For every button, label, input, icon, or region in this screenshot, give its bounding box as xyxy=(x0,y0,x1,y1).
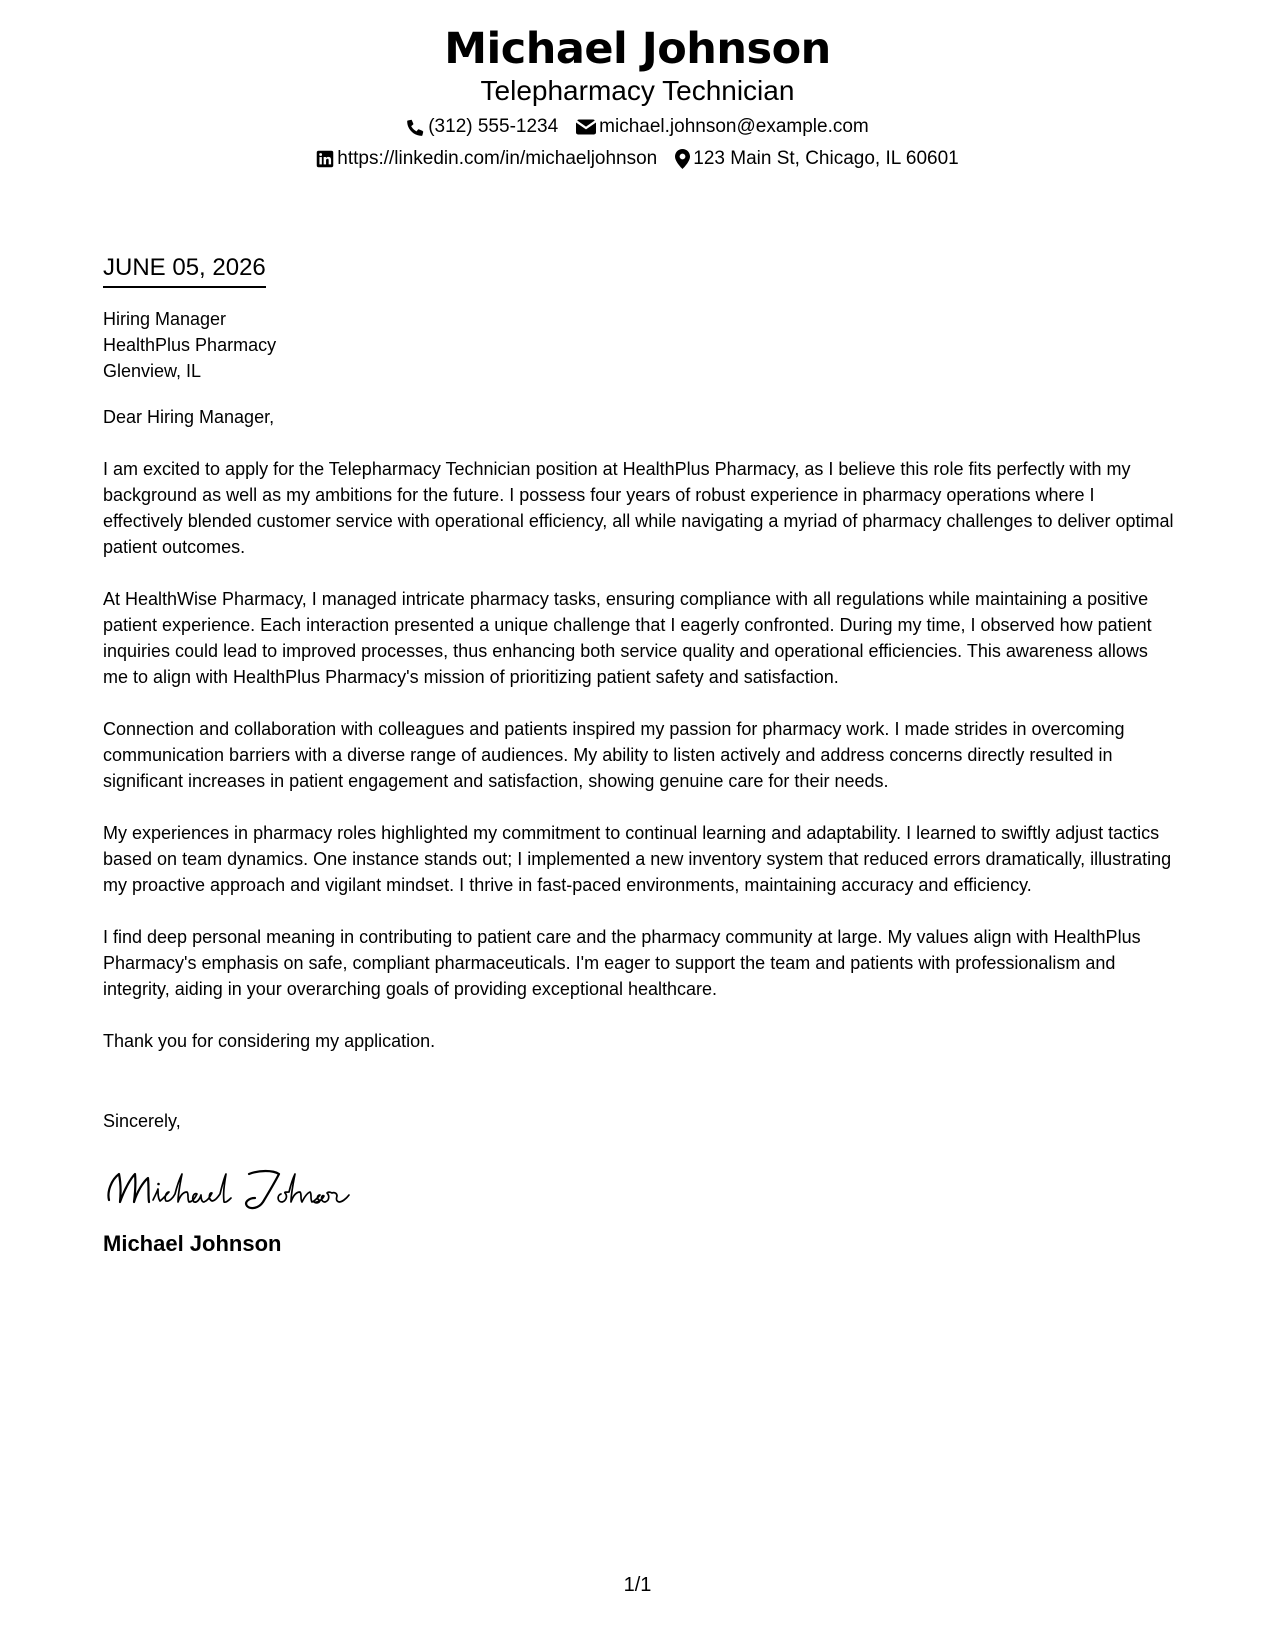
paragraph-3: Connection and collaboration with colleagues and patients inspired my passion for pharmacy work. I made strides in overcoming communication barriers with a diverse range of audiences. My ability to listen actively and address concerns directly resulted in significant increases in patient engagement and satisfaction, showing genuine care for their needs. xyxy=(103,719,1125,791)
recipient-title: Hiring Manager xyxy=(103,309,227,329)
recipient-location: Glenview, IL xyxy=(103,361,202,381)
letterhead xyxy=(0,22,1275,172)
linkedin-contact xyxy=(316,146,657,172)
street-address: 123 Main St, Chicago, IL 60601 xyxy=(693,148,959,169)
paragraph-4: My experiences in pharmacy roles highlighted my commitment to continual learning and adaptability. I learned to swiftly adjust tactics based on team dynamics. One instance stands out; I implemented a new inventory system that reduced errors dramatically, illustrating my proactive approach and vigilant mindset. I thrive in fast-paced environments, maintaining accuracy and efficiency. xyxy=(103,823,1172,895)
paragraph-1: I am excited to apply for the Telepharmacy Technician position at HealthPlus Pharmacy, as I believe this role fits perfectly with my background as well as my ambitions for the future. I possess four years of robust experience in pharmacy operations where I effectively blended customer service with operational efficiency, all while navigating a myriad of pharmacy challenges to deliver optimal patient outcomes. xyxy=(103,459,1174,557)
recipient-company: HealthPlus Pharmacy xyxy=(103,335,277,355)
linkedin-icon xyxy=(316,150,334,168)
job-title: Telepharmacy Technician xyxy=(480,75,795,106)
envelope-icon xyxy=(576,119,596,135)
paragraph-5: I find deep personal meaning in contributing to patient care and the pharmacy community at large. My values align with HealthPlus Pharmacy's emphasis on safe, compliant pharmaceuticals. I'm eager to support the team and patients with professionalism and integrity, aiding in your overarching goals of providing exceptional healthcare. xyxy=(103,927,1141,999)
paragraph-2: At HealthWise Pharmacy, I managed intricate pharmacy tasks, ensuring compliance with all regulations while maintaining a positive patient experience. Each interaction presented a unique challenge that I eagerly confronted. During my time, I observed how patient inquiries could lead to improved processes, thus enhancing both service quality and operational efficiencies. This awareness allows me to align with HealthPlus Pharmacy's mission of prioritizing patient safety and satisfaction. xyxy=(103,589,1152,687)
address-contact xyxy=(675,146,958,172)
thank-you-line: Thank you for considering my application. xyxy=(103,1031,436,1051)
letter-body xyxy=(103,252,1175,1258)
map-marker-icon xyxy=(675,149,690,169)
applicant-name: Michael Johnson xyxy=(444,24,831,74)
email-contact xyxy=(576,114,869,140)
contact-row-primary xyxy=(0,114,1275,140)
phone-icon xyxy=(406,118,425,137)
phone-number: (312) 555-1234 xyxy=(428,116,559,137)
contact-row-secondary xyxy=(0,146,1275,172)
phone-contact xyxy=(406,114,558,140)
letter-date: JUNE 05, 2026 xyxy=(103,252,266,288)
linkedin-url[interactable]: https://linkedin.com/in/michaeljohnson xyxy=(337,148,658,169)
salutation: Dear Hiring Manager, xyxy=(103,407,275,427)
signer-name: Michael Johnson xyxy=(103,1231,282,1256)
handwritten-signature xyxy=(103,1162,1175,1214)
email-address[interactable]: michael.johnson@example.com xyxy=(599,116,869,137)
closing: Sincerely, xyxy=(103,1111,181,1131)
recipient-block xyxy=(103,306,1175,384)
page-number: 1/1 xyxy=(623,1574,652,1596)
